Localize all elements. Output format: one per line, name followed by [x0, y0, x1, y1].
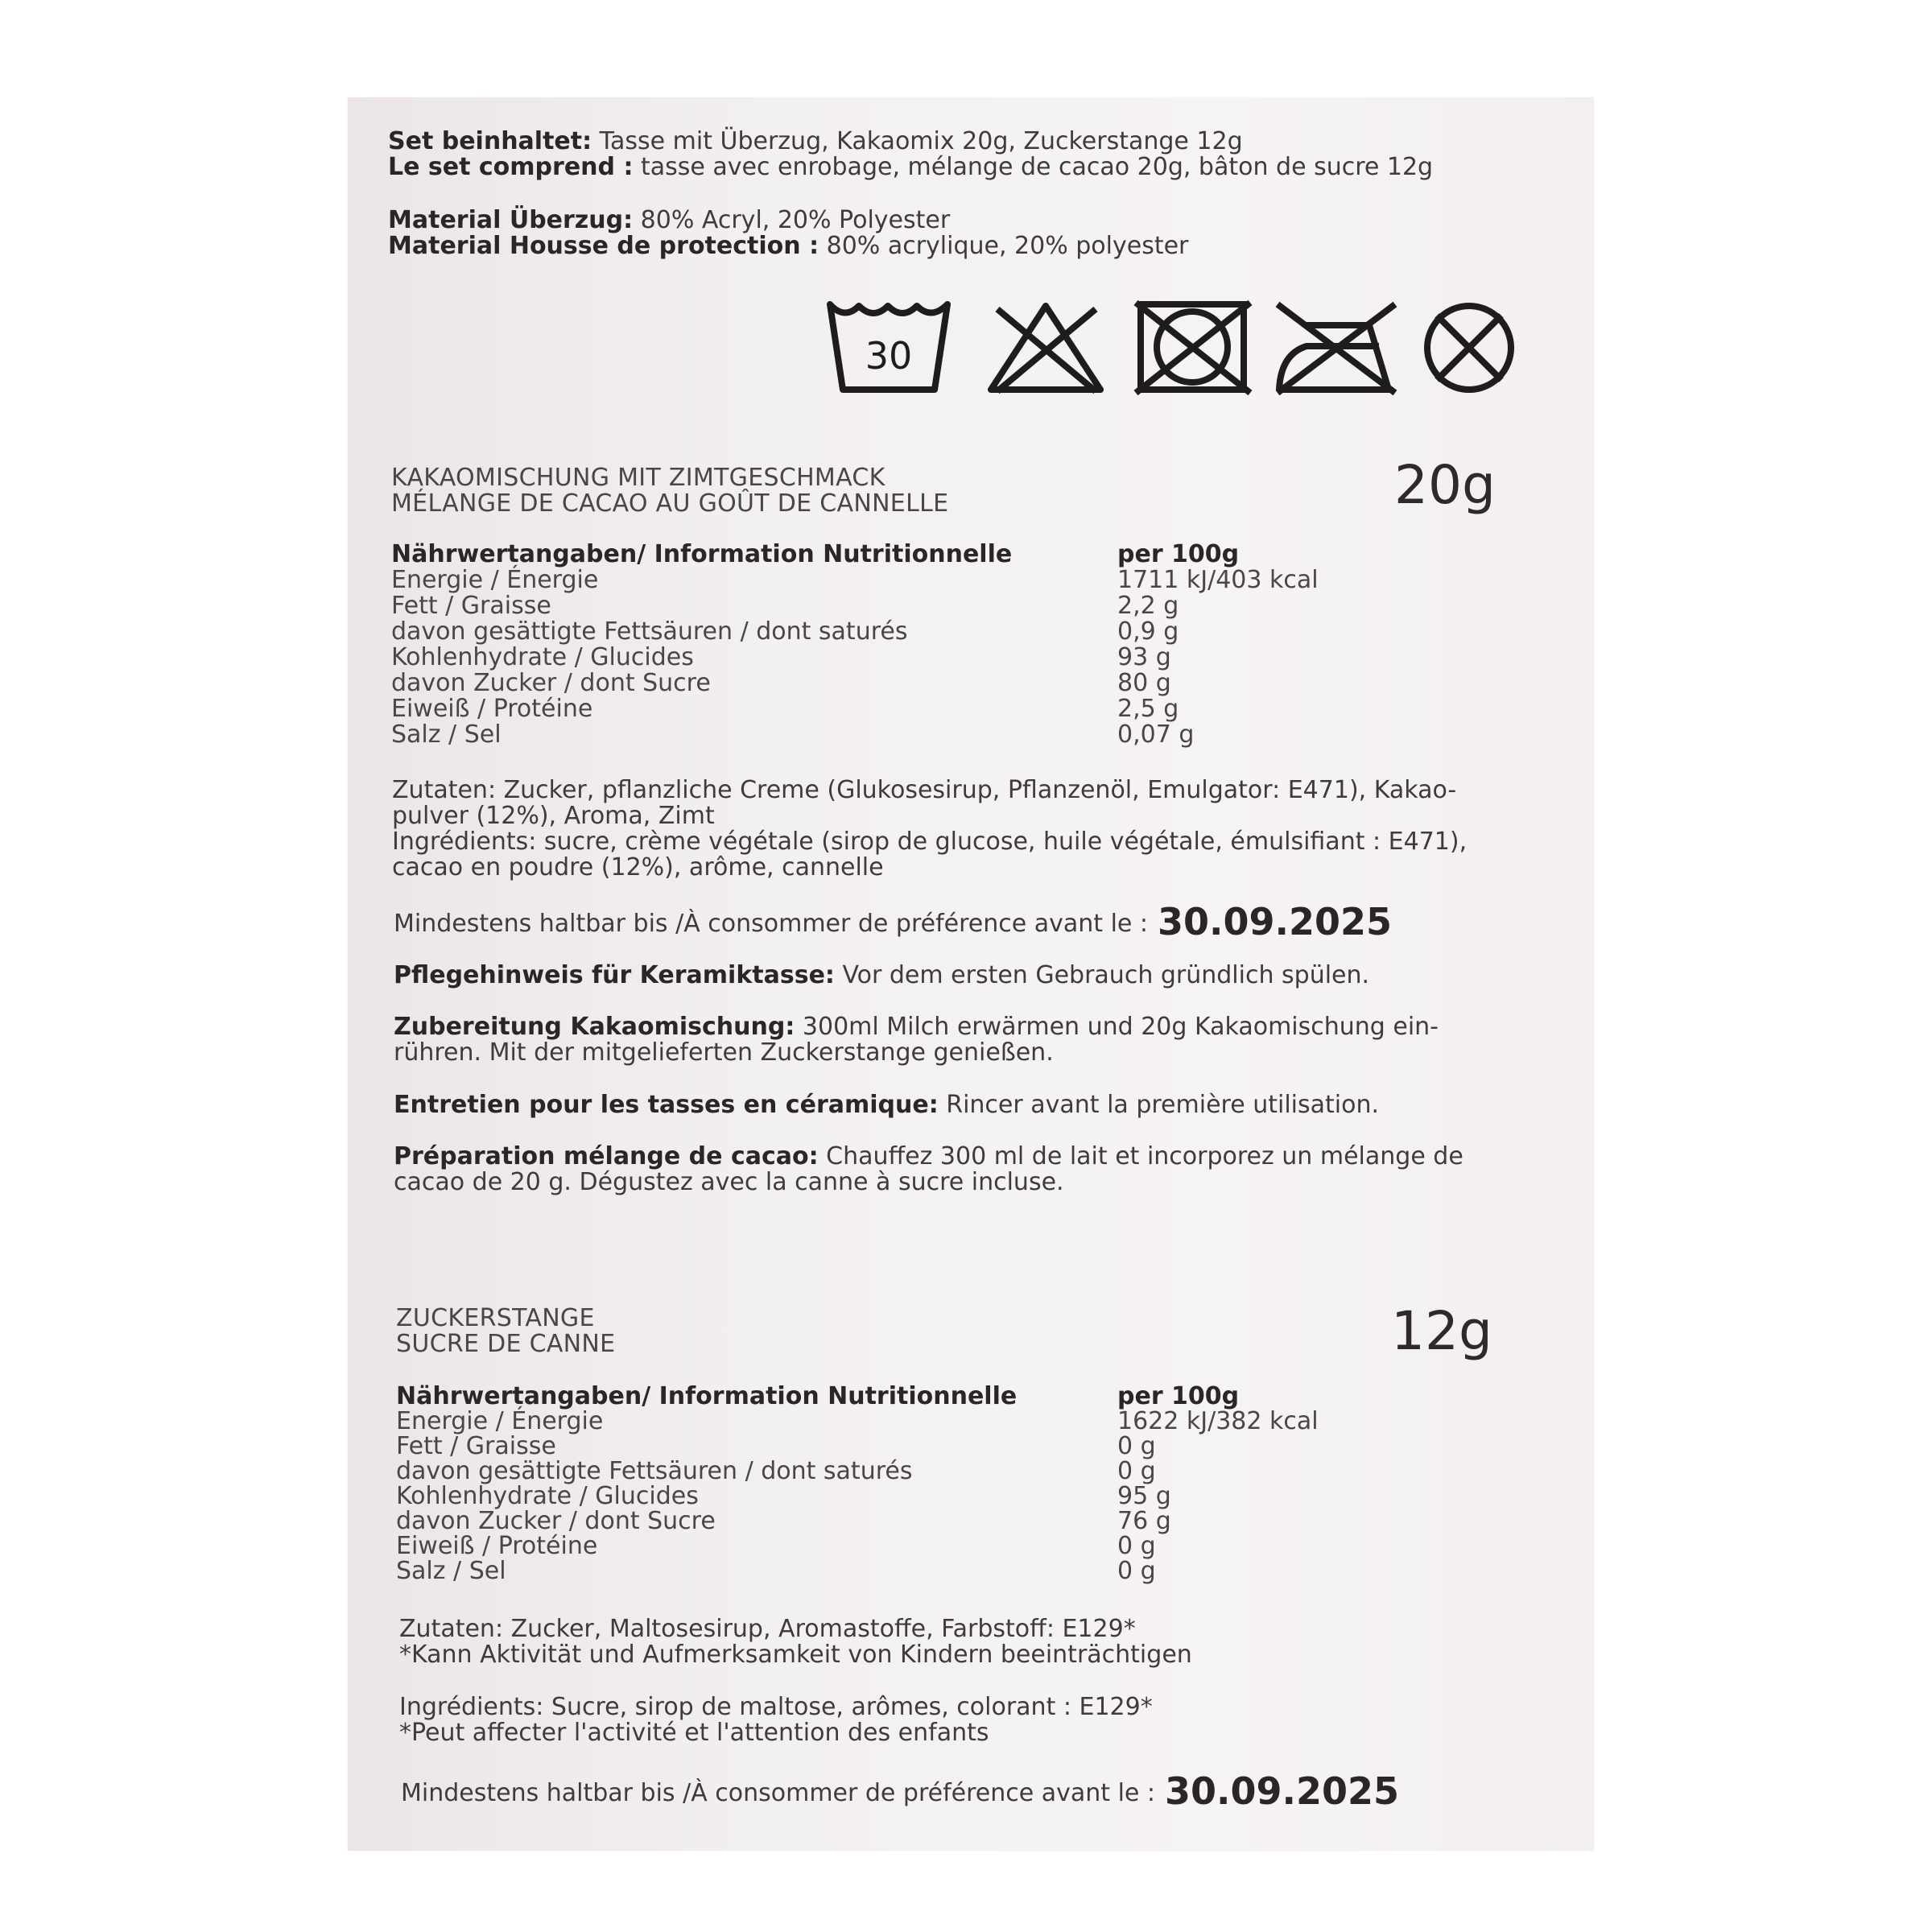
best-before-label: Mindestens haltbar bis /À consommer de préférence avant le :	[401, 1779, 1156, 1807]
set-contents-de-label: Set beinhaltet:	[388, 127, 592, 155]
nutrition-value: 76 g	[1117, 1507, 1171, 1535]
set-contents-de	[388, 129, 1243, 155]
best-before-label: Mindestens haltbar bis /À consommer de préférence avant le :	[394, 910, 1149, 938]
sugar-ingredients-de-2: *Kann Aktivität und Aufmerksamkeit von Kindern beeinträchtigen	[399, 1641, 1192, 1669]
material-de-label: Material Überzug:	[388, 206, 634, 234]
material-de	[388, 208, 950, 233]
no-tumble-dry-icon	[1136, 303, 1250, 393]
sugar-title-de: ZUCKERSTANGE	[396, 1304, 595, 1332]
preparation-de-2: rühren. Mit der mitgelieferten Zuckerstange genießen.	[394, 1038, 1054, 1067]
wash-30-icon	[830, 304, 947, 390]
no-iron-icon	[1278, 304, 1395, 393]
nutrition-header-value: per 100g	[1117, 1382, 1240, 1410]
sugar-weight: 12g	[1391, 1300, 1492, 1362]
nutrition-label: Eiweiß / Protéine	[391, 695, 593, 723]
care-instructions-de-label: Pflegehinweis für Keramiktasse:	[394, 961, 835, 989]
cocoa-title-de: KAKAOMISCHUNG MIT ZIMTGESCHMACK	[391, 464, 886, 492]
nutrition-header-label: Nährwertangaben/ Information Nutritionnelle	[396, 1382, 1018, 1410]
nutrition-label: davon gesättigte Fettsäuren / dont saturés	[396, 1457, 913, 1485]
preparation-de-1	[394, 1014, 1439, 1040]
sugar-title-fr: SUCRE DE CANNE	[396, 1330, 616, 1358]
nutrition-value: 0 g	[1117, 1557, 1156, 1585]
preparation-de-label: Zubereitung Kakaomischung:	[394, 1013, 795, 1041]
care-symbols-svg	[827, 298, 1551, 402]
nutrition-value: 1622 kJ/382 kcal	[1117, 1407, 1319, 1435]
material-fr-label: Material Housse de protection :	[388, 232, 819, 260]
nutrition-value: 0,07 g	[1117, 720, 1195, 749]
preparation-fr-text-1: Chauffez 300 ml de lait et incorporez un mélange de	[818, 1142, 1463, 1170]
nutrition-label: Energie / Énergie	[391, 566, 599, 594]
care-instructions-fr	[394, 1092, 1379, 1118]
nutrition-header-value: per 100g	[1117, 540, 1240, 568]
nutrition-label: davon Zucker / dont Sucre	[391, 669, 711, 697]
cocoa-ingredients-fr-1: Ingrédients: sucre, crème végétale (sirop de glucose, huile végétale, émulsifiant : E471),	[392, 828, 1468, 856]
cocoa-weight: 20g	[1394, 454, 1496, 516]
nutrition-value: 0 g	[1117, 1457, 1156, 1485]
nutrition-value: 95 g	[1117, 1482, 1171, 1510]
nutrition-value: 80 g	[1117, 669, 1171, 697]
nutrition-label: Salz / Sel	[391, 720, 502, 749]
sugar-ingredients-fr-1: Ingrédients: Sucre, sirop de maltose, arômes, colorant : E129*	[399, 1693, 1153, 1721]
nutrition-label: Energie / Énergie	[396, 1407, 604, 1435]
care-instructions-de-text: Vor dem ersten Gebrauch gründlich spülen.	[834, 961, 1370, 989]
set-contents-fr-label: Le set comprend :	[388, 153, 634, 181]
nutrition-label: Fett / Graisse	[391, 592, 551, 620]
preparation-fr-label: Préparation mélange de cacao:	[394, 1142, 819, 1170]
preparation-fr-1	[394, 1144, 1463, 1170]
sugar-best-before	[401, 1769, 1400, 1813]
set-contents-fr-text: tasse avec enrobage, mélange de cacao 20g, bâton de sucre 12g	[633, 153, 1434, 181]
cocoa-ingredients-fr-2: cacao en poudre (12%), arôme, cannelle	[392, 853, 884, 881]
material-fr-text: 80% acrylique, 20% polyester	[819, 232, 1189, 260]
set-contents-de-text: Tasse mit Überzug, Kakaomix 20g, Zuckerstange 12g	[592, 127, 1243, 155]
nutrition-value: 0 g	[1117, 1532, 1156, 1560]
sugar-ingredients-fr-2: *Peut affecter l'activité et l'attention des enfants	[399, 1719, 989, 1747]
nutrition-label: davon gesättigte Fettsäuren / dont saturés	[391, 617, 908, 646]
nutrition-label: Fett / Graisse	[396, 1432, 556, 1460]
nutrition-label: Eiweiß / Protéine	[396, 1532, 598, 1560]
preparation-de-text-1: 300ml Milch erwärmen und 20g Kakaomischung ein-	[795, 1013, 1439, 1041]
cocoa-title-fr: MÉLANGE DE CACAO AU GOÛT DE CANNELLE	[391, 489, 949, 518]
best-before-date: 30.09.2025	[1165, 1769, 1400, 1813]
nutrition-value: 2,2 g	[1117, 592, 1179, 620]
material-fr	[388, 233, 1188, 259]
nutrition-value: 2,5 g	[1117, 695, 1179, 723]
nutrition-value: 0 g	[1117, 1432, 1156, 1460]
wash-temperature: 30	[865, 334, 913, 378]
sugar-ingredients-de-1: Zutaten: Zucker, Maltosesirup, Aromastoffe, Farbstoff: E129*	[399, 1615, 1136, 1643]
care-instructions-de	[394, 963, 1369, 989]
material-de-text: 80% Acryl, 20% Polyester	[633, 206, 951, 234]
no-dry-clean-icon	[1427, 306, 1511, 390]
best-before-date: 30.09.2025	[1158, 900, 1393, 943]
nutrition-value: 93 g	[1117, 643, 1171, 671]
nutrition-value: 1711 kJ/403 kcal	[1117, 566, 1319, 594]
nutrition-label: Salz / Sel	[396, 1557, 506, 1585]
cocoa-best-before	[394, 900, 1393, 943]
nutrition-label: davon Zucker / dont Sucre	[396, 1507, 716, 1535]
care-instructions-fr-text: Rincer avant la première utilisation.	[938, 1091, 1379, 1119]
set-contents-fr	[388, 155, 1433, 180]
care-instructions-fr-label: Entretien pour les tasses en céramique:	[394, 1091, 939, 1119]
no-bleach-icon	[991, 306, 1100, 391]
preparation-fr-2: cacao de 20 g. Dégustez avec la canne à sucre incluse.	[394, 1168, 1064, 1196]
cocoa-ingredients-de-2: pulver (12%), Aroma, Zimt	[392, 802, 715, 830]
cocoa-ingredients-de-1: Zutaten: Zucker, pflanzliche Creme (Glukosesirup, Pflanzenöl, Emulgator: E471), Kakao-	[392, 776, 1457, 804]
nutrition-label: Kohlenhydrate / Glucides	[391, 643, 694, 671]
nutrition-label: Kohlenhydrate / Glucides	[396, 1482, 699, 1510]
nutrition-header-label: Nährwertangaben/ Information Nutritionnelle	[391, 540, 1013, 568]
nutrition-value: 0,9 g	[1117, 617, 1179, 646]
